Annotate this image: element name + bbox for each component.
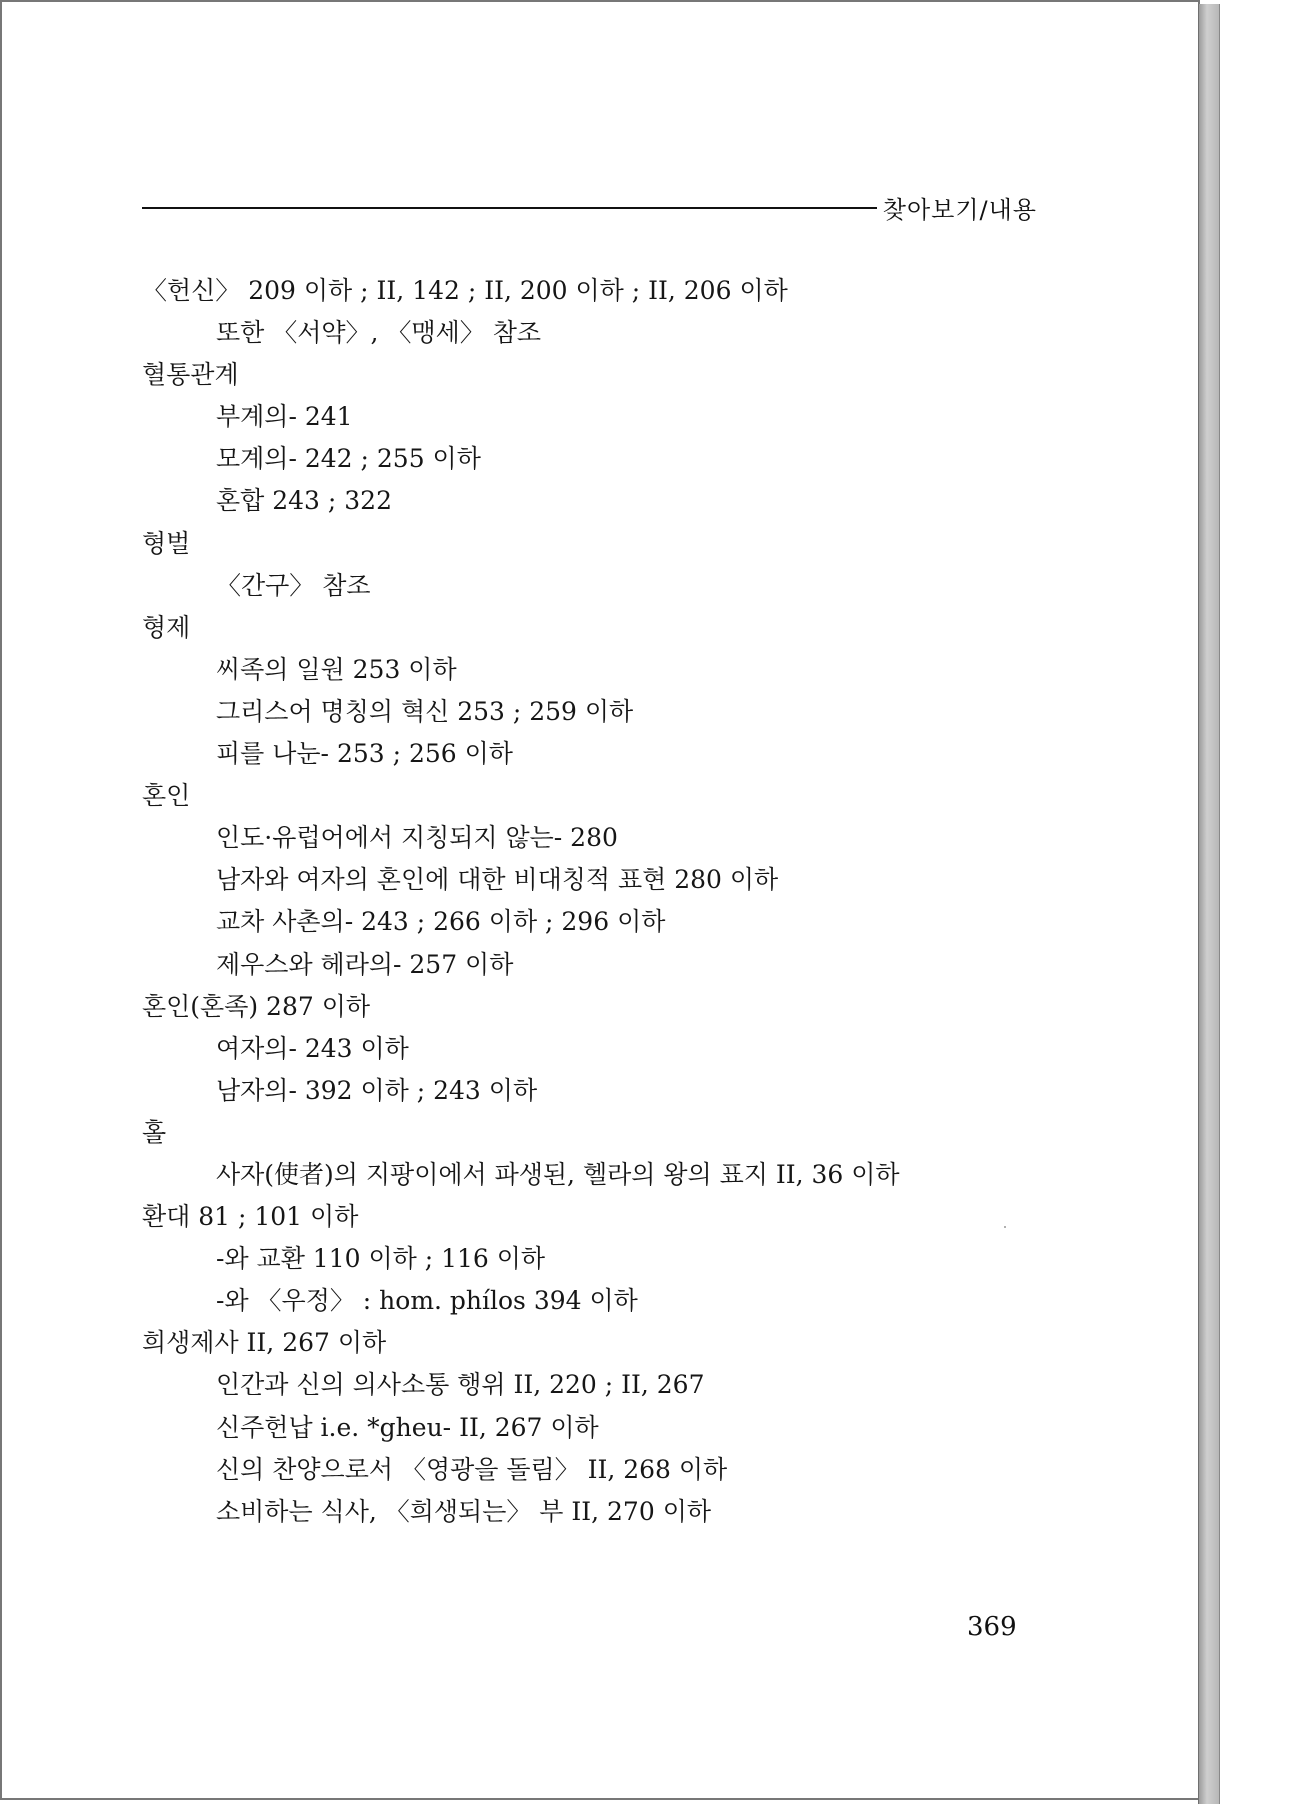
index-subentry: 인간과 신의 의사소통 행위 II, 220 ; II, 267 bbox=[216, 1370, 705, 1400]
index-subentry: -와 교환 110 이하 ; 116 이하 bbox=[216, 1244, 546, 1274]
index-subentry: 부계의- 241 bbox=[216, 402, 353, 432]
index-subentry: 소비하는 식사, 〈희생되는〉 부 II, 270 이하 bbox=[216, 1496, 711, 1526]
index-subentry: 또한 〈서약〉, 〈맹세〉 참조 bbox=[216, 318, 541, 348]
page-number: 369 bbox=[967, 1612, 1017, 1642]
index-subentry: 남자와 여자의 혼인에 대한 비대칭적 표현 280 이하 bbox=[216, 865, 779, 895]
index-subentry: 그리스어 명칭의 혁신 253 ; 259 이하 bbox=[216, 696, 634, 726]
index-entry: 형벌 bbox=[142, 528, 191, 558]
index-entry: 환대 81 ; 101 이하 bbox=[142, 1202, 359, 1232]
index-subentry: 교차 사촌의- 243 ; 266 이하 ; 296 이하 bbox=[216, 907, 666, 937]
index-entry: 혈통관계 bbox=[142, 360, 239, 390]
header-rule bbox=[142, 207, 877, 209]
index-subentry: 피를 나눈- 253 ; 256 이하 bbox=[216, 739, 513, 769]
index-subentry: 인도·유럽어에서 지칭되지 않는- 280 bbox=[216, 823, 618, 853]
index-entries bbox=[142, 270, 1062, 1533]
index-entry: 혼인(혼족) 287 이하 bbox=[142, 991, 371, 1021]
index-entry: 〈헌신〉 209 이하 ; II, 142 ; II, 200 이하 ; II, 206 이하 bbox=[142, 276, 788, 305]
index-entry: 희생제사 II, 267 이하 bbox=[142, 1328, 387, 1358]
index-subentry: 〈간구〉 참조 bbox=[216, 570, 371, 600]
index-subentry: 제우스와 헤라의- 257 이하 bbox=[216, 949, 514, 979]
index-subentry: 신의 찬양으로서 〈영광을 돌림〉 II, 268 이하 bbox=[216, 1454, 728, 1484]
index-entry: 형제 bbox=[142, 612, 191, 642]
index-subentry: 남자의- 392 이하 ; 243 이하 bbox=[216, 1075, 538, 1105]
running-header bbox=[142, 182, 1037, 232]
index-subentry: 사자(使者)의 지팡이에서 파생된, 헬라의 왕의 표지 II, 36 이하 bbox=[216, 1159, 900, 1189]
index-subentry: 혼합 243 ; 322 bbox=[216, 486, 392, 516]
header-title: 찾아보기/내용 bbox=[882, 196, 1037, 224]
page-edge bbox=[1198, 4, 1220, 1804]
index-subentry: 씨족의 일원 253 이하 bbox=[216, 654, 457, 684]
index-subentry: 모계의- 242 ; 255 이하 bbox=[216, 444, 481, 474]
index-subentry: 신주헌납 i.e. *gheu- II, 267 이하 bbox=[216, 1412, 599, 1442]
index-entry: 홀 bbox=[142, 1117, 167, 1147]
scan-speck bbox=[1004, 1226, 1006, 1228]
index-subentry: 여자의- 243 이하 bbox=[216, 1033, 409, 1063]
index-subentry: -와 〈우정〉 : hom. phílos 394 이하 bbox=[216, 1286, 638, 1316]
index-entry: 혼인 bbox=[142, 781, 191, 811]
